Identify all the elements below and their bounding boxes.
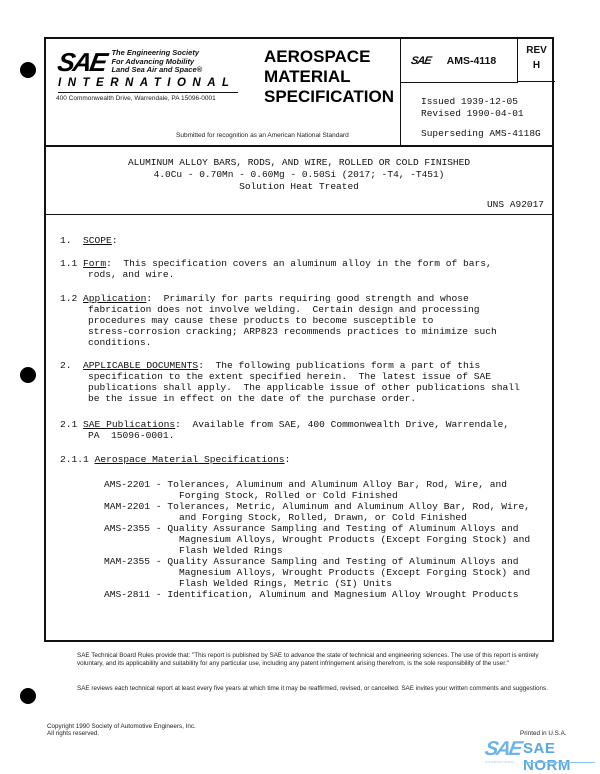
logo-divider — [58, 92, 238, 93]
review-notice: SAE reviews each technical report at least every five years at which time it may be reaffirmed, revised, or cancelled. SAE invites your written comments and suggestions. — [77, 685, 548, 692]
uns-number: UNS A92017 — [486, 199, 544, 210]
issued-date: Issued 1939-12-05 — [421, 96, 518, 107]
submitted-note: Submitted for recognition as an American National Standard — [176, 132, 349, 139]
document-frame: SAE The Engineering Society For Advancing Mobility Land Sea Air and Space® INTERNATIONAL 400 Commonwealth Drive, Warrendale, PA 15096-0001 Submitted for recognition as an American National Standard AEROSPACE MATERIAL SPECIFICATION SAE AMS-4118 REV H Issued 1939-12-05 Revised 1990-04-01 Superseding AMS-4118G ALUMINUM ALLOY BARS, RODS, AND WIRE, ROLLED OR COLD FINISHED 4.0Cu - 0.70Mn - 0.60Mg - 0.50Si (2017; -T4, -T451) Solution Heat Treated UNS A92017 1. SCOPE: 1.1 Form: This specification covers an aluminum alloy in the form of bars, rods, and wire. 1.2 Application: Primarily for parts requiring good strength and whose fabrication does not involve welding. Certain design and processing procedures may cause these products to become susceptible to stress-corrosion cracking; ARP823 recommends practices to minimize such conditions. 2. APPLICABLE DOCUMENTS: The following publications form a part of this specification to the extent specified herein. The latest issue of SAE publications shall apply. The applicable issue of other publications shall be the issue in effect on the date of the purchase order. 2.1 SAE Publications: Available from SAE, 400 Commonwealth Drive, Warrendale, PA 15096-0001. 2.1.1 Aerospace Material Specifications: AMS-2201 - Tolerances, Aluminum and Aluminum Alloy Bar, Rod, Wire, and Forging Stock, Rolled or Cold Finished MAM-2201 - Tolerances, Metric, Aluminum and Aluminum Alloy Bar, Rod, Wire, and Forging Stock, Rolled, Drawn, or Cold Finished AMS-2355 - Quality Assurance Sampling and Testing of Aluminum Alloys and Magnesium Alloys, Wrought Products (Except Forging Stock) and Flash Welded Rings MAM-2355 - Quality Assurance Sampling and Testing of Aluminum Alloys and Magnesium Alloys, Wrought Products (Except Forging Stock) and Flash Welded Rings, Metric (SI) Units AMS-2811 - Identification, Aluminum and Magnesium Alloy Wrought Products — [44, 37, 554, 642]
revised-date: Revised 1990-04-01 — [421, 108, 524, 119]
doc-type-block — [256, 39, 400, 145]
sae-logo-mark: SAE — [55, 46, 109, 77]
watermark-subtext: INTERNATIONAL — [485, 760, 516, 764]
revision-box — [518, 39, 555, 82]
technical-board-rules: SAE Technical Board Rules provide that: "This report is published by SAE to advance the state of technical and engineering sciences. The use of this report is entirely voluntary, and its applicability and suitability for any particular use, including any patent infringement arising therefrom, is the sole responsibility of the user." — [77, 652, 539, 667]
punch-hole-middle — [20, 367, 36, 383]
material-condition: Solution Heat Treated — [239, 181, 359, 192]
sae-logo — [55, 46, 203, 77]
material-title: ALUMINUM ALLOY BARS, RODS, AND WIRE, ROLLED OR COLD FINISHED — [127, 157, 471, 168]
printed-in-usa: Printed in U.S.A. — [520, 730, 567, 737]
sae-small-logo-icon: SAE — [409, 54, 432, 67]
punch-hole-top — [20, 62, 36, 78]
sae-international-label: INTERNATIONAL — [58, 77, 236, 89]
rev-value: H — [532, 60, 541, 71]
copyright-notice: Copyright 1990 Society of Automotive Engineers, Inc. All rights reserved. — [47, 723, 196, 737]
watermark-text: SAE NORM — [523, 740, 571, 774]
sae-address: 400 Commonwealth Drive, Warrendale, PA 15096-0001 — [56, 95, 216, 102]
ams-number-box — [401, 39, 518, 83]
material-composition: 4.0Cu - 0.70Mn - 0.60Mg - 0.50Si (2017; -T4, -T451) — [153, 169, 445, 180]
watermark-line — [525, 762, 595, 763]
watermark-sae-logo-icon: SAE — [483, 738, 523, 760]
issue-dates — [421, 96, 524, 120]
rev-label: REV — [526, 45, 547, 56]
doc-type-title: AEROSPACE MATERIAL SPECIFICATION — [264, 47, 395, 106]
sae-norm-watermark — [483, 738, 597, 774]
material-title-block — [46, 147, 552, 215]
punch-hole-bottom — [20, 688, 36, 704]
superseding-note: Superseding AMS-4118G — [421, 128, 541, 139]
section-1-heading: 1. SCOPE: — [60, 235, 118, 246]
doc-id-block — [400, 39, 555, 145]
sae-logo-tagline: The Engineering Society For Advancing Mobility Land Sea Air and Space® — [111, 48, 203, 74]
section-2-1-1-heading: 2.1.1 Aerospace Material Specifications: — [60, 454, 291, 465]
ams-number: AMS-4118 — [446, 54, 497, 67]
